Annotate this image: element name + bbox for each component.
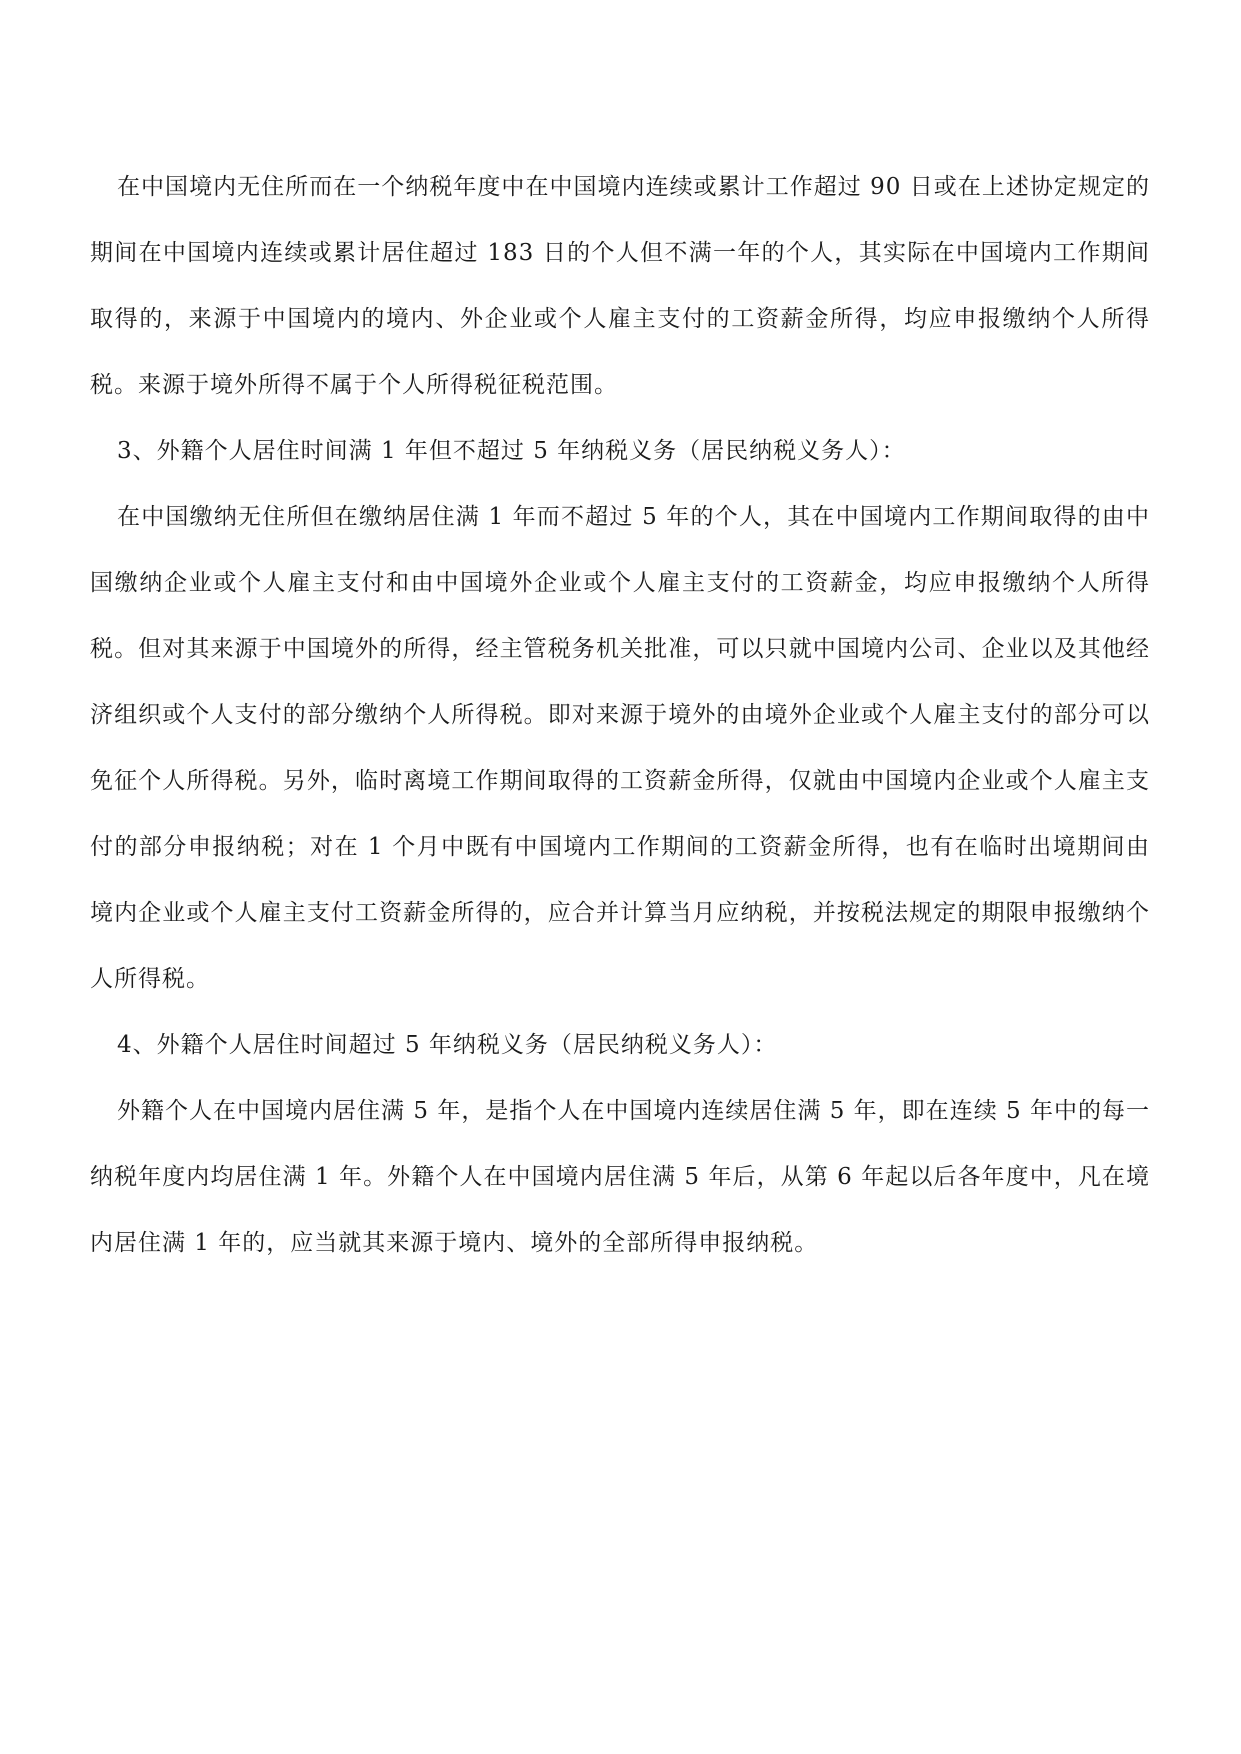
heading-item-3: 3、外籍个人居住时间满 1 年但不超过 5 年纳税义务（居民纳税义务人）： <box>117 438 906 464</box>
paragraph-residence-under-one-year: 在中国境内无住所而在一个纳税年度中在中国境内连续或累计工作超过 90 日或在上述协定规定的期间在中国境内连续或累计居住超过 183 日的个人但不满一年的个人，其实际在中国境内工作期间取得的，来源于中国境内的境内、外企业或个人雇主支付的工资薪金所得，均应申报缴纳个人所得税。来源于境外所得不属于个人所得税征税范围。 <box>90 174 1150 398</box>
paragraph-residence-one-to-five-years: 在中国缴纳无住所但在缴纳居住满 1 年而不超过 5 年的个人，其在中国境内工作期间取得的由中国缴纳企业或个人雇主支付和由中国境外企业或个人雇主支付的工资薪金，均应申报缴纳个人所得税。但对其来源于中国境外的所得，经主管税务机关批准，可以只就中国境内公司、企业以及其他经济组织或个人支付的部分缴纳个人所得税。即对来源于境外的由境外企业或个人雇主支付的部分可以免征个人所得税。另外，临时离境工作期间取得的工资薪金所得，仅就由中国境内企业或个人雇主支付的部分申报纳税；对在 1 个月中既有中国境内工作期间的工资薪金所得，也有在临时出境期间由境内企业或个人雇主支付工资薪金所得的，应合并计算当月应纳税，并按税法规定的期限申报缴纳个人所得税。 <box>90 504 1150 992</box>
heading-item-4: 4、外籍个人居住时间超过 5 年纳税义务（居民纳税义务人）： <box>117 1032 778 1058</box>
document-body <box>90 154 1150 1276</box>
paragraph-residence-over-five-years: 外籍个人在中国境内居住满 5 年，是指个人在中国境内连续居住满 5 年，即在连续 5 年中的每一纳税年度内均居住满 1 年。外籍个人在中国境内居住满 5 年后，从第 6 年起以后各年度中，凡在境内居住满 1 年的，应当就其来源于境内、境外的全部所得申报纳税。 <box>90 1098 1150 1256</box>
